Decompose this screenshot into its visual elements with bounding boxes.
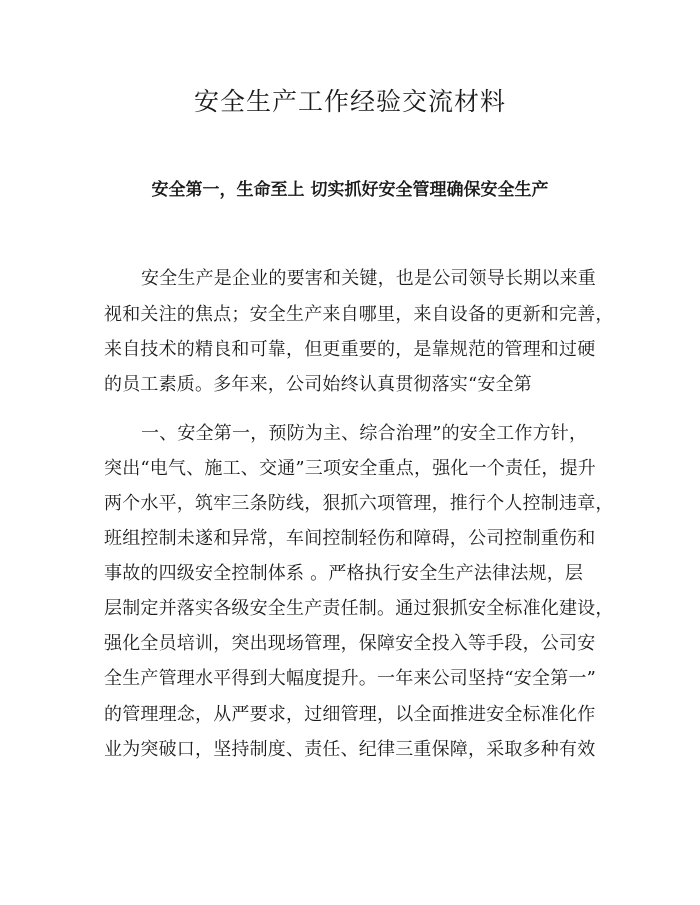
paragraph-1-line: 安全生产是企业的要害和关键，也是公司领导长期以来重 [141,268,596,289]
paragraph-2-line: 班组控制未遂和异常，车间控制轻伤和障碍，公司控制重伤和 [104,528,596,549]
paragraph-2-line: 的管理理念，从严要求，过细管理，以全面推进安全标准化作 [104,704,596,725]
paragraph-1-line: 视和关注的焦点；安全生产来自哪里，来自设备的更新和完善， [104,304,614,325]
paragraph-2-line: 强化全员培训，突出现场管理，保障安全投入等手段，公司安 [104,633,596,654]
document-subtitle: 安全第一，生命至上 切实抓好安全管理确保安全生产 [151,180,549,200]
paragraph-2-line: 一、安全第一，预防为主、综合治理”的安全工作方针， [141,423,588,444]
paragraph-2-line: 两个水平，筑牢三条防线，狠抓六项管理，推行个人控制违章， [104,493,614,514]
paragraph-2-line: 层制定并落实各级安全生产责任制。通过狠抓安全标准化建设， [104,598,614,619]
paragraph-2-line: 业为突破口，坚持制度、责任、纪律三重保障，采取多种有效 [104,739,596,760]
paragraph-2-line: 全生产管理水平得到大幅度提升。一年来公司坚持“安全第一” [104,668,597,689]
paragraph-1-line: 来自技术的精良和可靠，但更重要的，是靠规范的管理和过硬 [104,339,596,360]
document-title: 安全生产工作经验交流材料 [193,87,506,116]
paragraph-2-line: 突出“电气、施工、交通”三项安全重点，强化一个责任，提升 [104,458,597,479]
paragraph-1-line: 的员工素质。多年来，公司始终认真贯彻落实“安全第 [104,374,532,395]
paragraph-2-line: 事故的四级安全控制体系 。严格执行安全生产法律法规，层 [104,563,584,584]
